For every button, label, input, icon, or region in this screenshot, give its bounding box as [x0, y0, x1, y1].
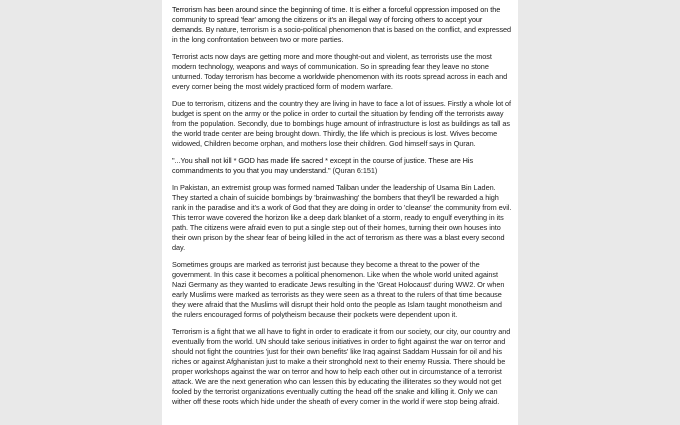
paragraph-text: By nature, terrorism is a socio-political phenomenon that is based on the conflict, and expressed in the long confrontation between two or more parties.	[172, 25, 512, 44]
paragraph-conclusion	[172, 327, 512, 407]
paragraph-lead: Terrorism has been around since the beginning of time. It is either a forceful oppression imposed on the community to spread 'fear' among the citizens or it's an illegal way of forcing others to accept your demands.	[172, 5, 501, 34]
paragraph-issues	[172, 99, 512, 149]
paragraph-intro	[172, 5, 512, 45]
paragraph-text: Terrorist acts now days are getting more and more thought-out and violent, as terrorists use the most modern technology, weapons and ways of communication. So in spreading fear they leave no stone unturned. Today terrorism has become a worldwide phenomenon with its roots spread across in each and every corner being the most widely practiced form of modern warfare.	[172, 52, 508, 91]
quote-reference: (Quran 6:151)	[330, 166, 378, 175]
paragraph-political	[172, 260, 512, 320]
document-body	[172, 5, 512, 414]
paragraph-pakistan	[172, 183, 512, 253]
paragraph-text: In Pakistan, an extremist group was formed named Taliban under the leadership of Usama Bin Laden. They started a chain of suicide bombings by 'brainwashing' the bombers that they'll be rewarded a high rank in the paradise and it's a work of God that they are doing in order to 'cleanse' the community from evil. This terror wave covered the horizon like a deep dark blanket of a storm, ready to engulf everything in its path. The citizens were afraid even to put a single step out of their homes, turning their own houses into their own prison by the shear fear of being killed in the act of terrorism as there was a blast every second day.	[172, 183, 512, 252]
paragraph-text: Due to terrorism, citizens and the country they are living in have to face a lot of issues. Firstly a whole lot of budget is spent on the army or the police in order to curtail the situation by fending off the terrorists away from the population. Secondly, due to bombings huge amount of infrastructure is lost as buildings as tall as the world trade center are being brought down. Thirdly, the life which is precious is lost. Wives become widowed, Children become orphan, and mothers lose their children. God himself says in Quran.	[172, 99, 512, 148]
paragraph-quran-quote	[172, 156, 512, 176]
document-page	[162, 0, 518, 425]
paragraph-text: Sometimes groups are marked as terrorist just because they become a threat to the power of the government. In this case it becomes a political phenomenon. Like when the whole world united against Nazi Germany as they wanted to eradicate Jews resulting in the 'Great Holocaust' during WW2. Or when early Muslims were marked as terrorists as they were seen as a threat to the rulers of that time because they were afraid that the Muslims will disrupt their hold onto the people as Islam taught monotheism and the rulers encouraged forms of polytheism because their pockets were dependent upon it.	[172, 260, 505, 319]
paragraph-text: Terrorism is a fight that we all have to fight in order to eradicate it from our society, our city, our country and eventually from the world. UN should take serious initiatives in order to fight against the war on terror and should not fight the countries 'just for their own benefits' like Iraq against Saddam Hussain for oil and his riches or against Afghanistan just to make a their stronghold next to their enemy Russia. There should be proper workshops against the war on terror and how to help each other out in circumstance of a terrorist attack. We are the next generation who can lessen this by educating the illiterates so they would not get fooled by the terrorist organizations eventually cutting the head off the snake and killing it. Only we can wither off these roots which hide under the sheath of every corner in the world if were stop being afraid.	[172, 327, 511, 406]
paragraph-modern-terrorism	[172, 52, 512, 92]
quote-text: "...You shall not kill * GOD has made life sacred * except in the course of justice. These are His commandments to you that you may understand."	[172, 156, 474, 175]
